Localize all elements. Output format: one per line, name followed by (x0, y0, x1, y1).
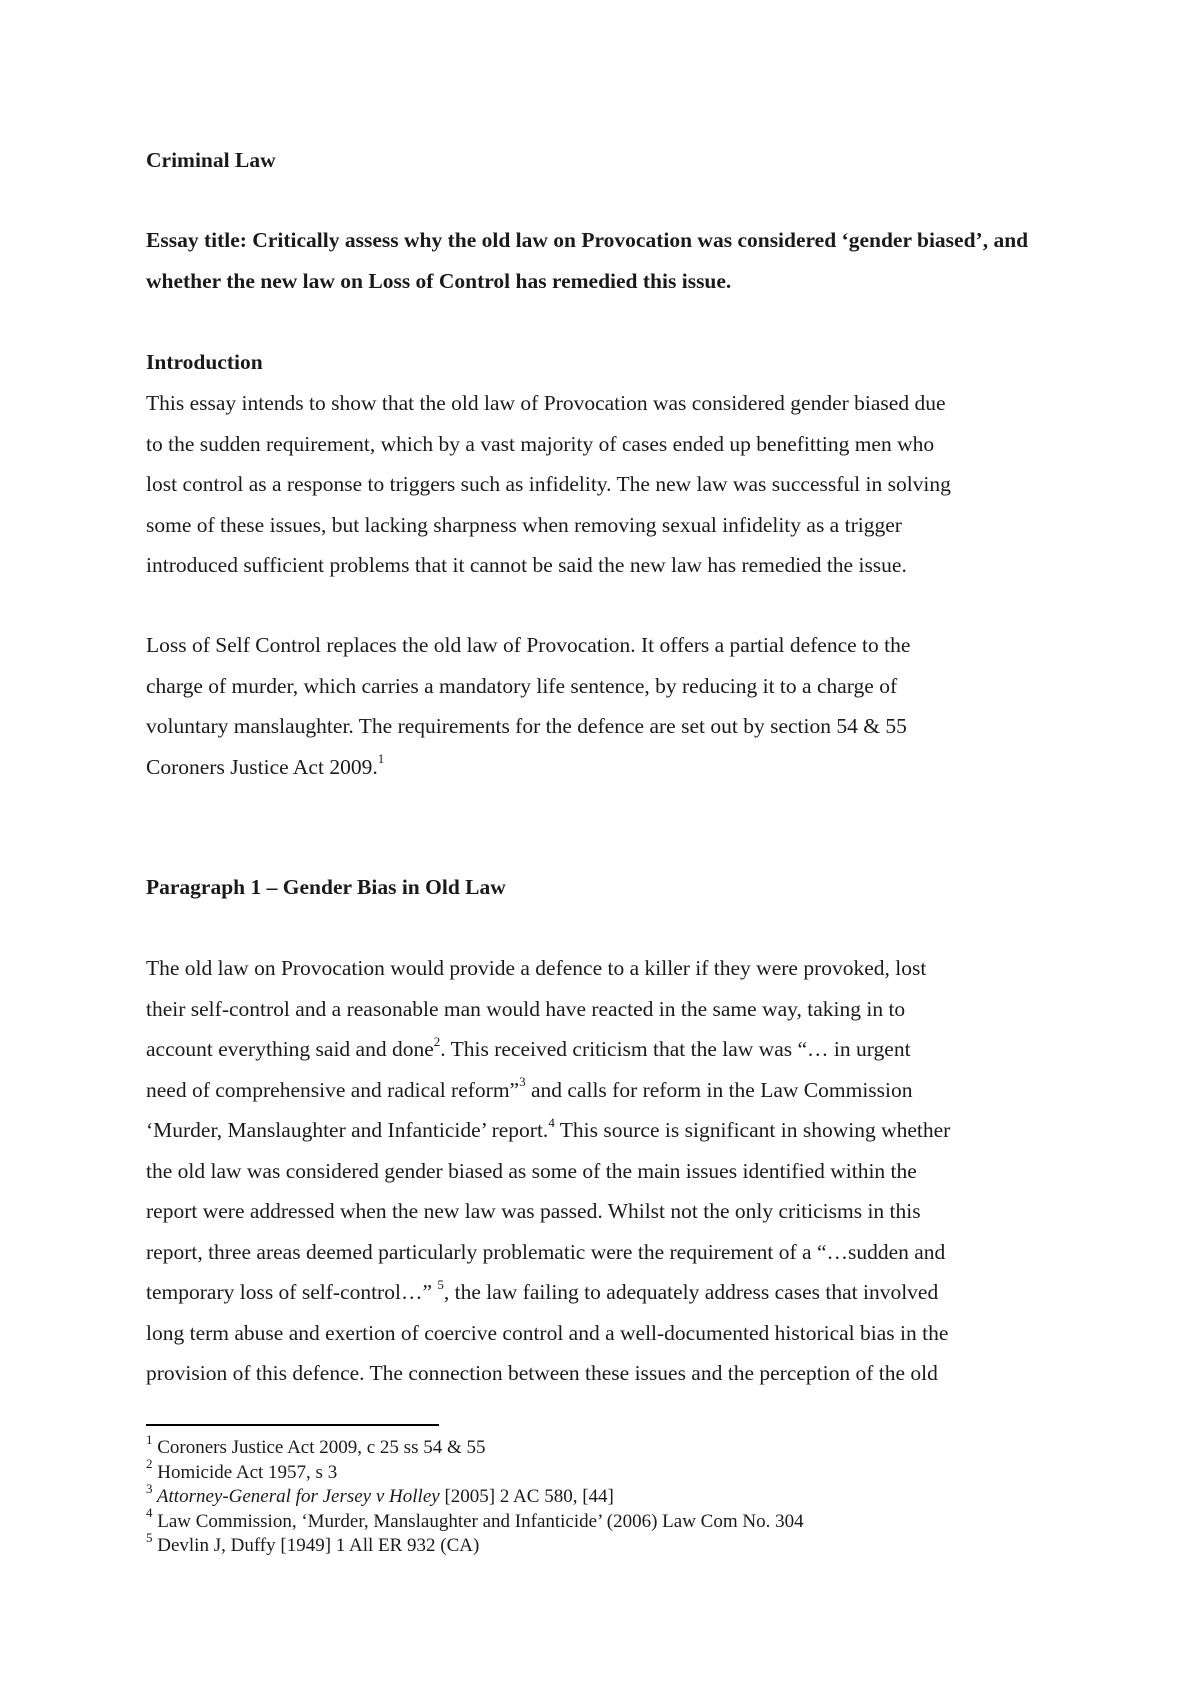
text-line: report, three areas deemed particularly problematic were the requirement of a “…sudden and (146, 1239, 946, 1264)
text-line (146, 1110, 1066, 1151)
footnote-ref[interactable]: 2 (433, 1033, 441, 1049)
text-line: Loss of Self Control replaces the old law of Provocation. It offers a partial defence to the (146, 633, 911, 657)
text-line: provision of this defence. The connection between these issues and the perception of the old (146, 1361, 938, 1385)
text-line: long term abuse and exertion of coercive control and a well-documented historical bias in the (146, 1320, 949, 1345)
footnote-text: Coroners Justice Act 2009, c 25 ss 54 & 55 (152, 1437, 486, 1458)
text-line: report were addressed when the new law was passed. Whilst not the only criticisms in this (146, 1199, 921, 1223)
text-line: lost control as a response to triggers such as infidelity. The new law was successful in solving (146, 472, 951, 496)
text-line: their self-control and a reasonable man would have reacted in the same way, taking in to (146, 996, 906, 1021)
footnote-text: Homicide Act 1957, s 3 (152, 1461, 338, 1483)
text-line: The old law on Provocation would provide a defence to a killer if they were provoked, lost (146, 956, 927, 980)
text-line (146, 1070, 1066, 1111)
footnote-ref[interactable]: 5 (437, 1276, 444, 1292)
footnote-4 (146, 1505, 1066, 1535)
text-line: the old law was considered gender biased as some of the main issues identified within the (146, 1158, 917, 1183)
footnote-number: 4 (146, 1505, 153, 1521)
text-span: . This received criticism that the law was “… in urgent (440, 1037, 911, 1061)
footnote-ref[interactable]: 3 (519, 1074, 526, 1090)
document-title: Criminal Law (146, 148, 276, 172)
text-span: This source is significant in showing whether (554, 1118, 951, 1142)
text-span: , the law failing to adequately address cases that involved (443, 1280, 939, 1304)
footnote-number: 2 (146, 1456, 153, 1472)
text-span: and calls for reform in the Law Commission (525, 1077, 913, 1102)
footnote-ref[interactable]: 1 (377, 751, 385, 767)
footnote-text: Law Commission, ‘Murder, Manslaughter and Infanticide’ (2006) Law Com No. 304 (152, 1510, 804, 1532)
text-line (146, 1272, 1066, 1313)
footnote-3 (146, 1480, 1066, 1510)
footnote-ref[interactable]: 4 (548, 1114, 555, 1130)
text-line: some of these issues, but lacking sharpness when removing sexual infidelity as a trigger (146, 512, 902, 537)
footnote-number: 3 (146, 1480, 153, 1496)
footnote-5 (146, 1529, 1066, 1559)
footnote-number: 1 (146, 1431, 153, 1447)
footnote-text: [2005] 2 AC 580, [44] (439, 1486, 614, 1507)
text-line: voluntary manslaughter. The requirements for the defence are set out by section 54 & 55 (146, 714, 907, 738)
text-line: charge of murder, which carries a mandatory life sentence, by reducing it to a charge of (146, 673, 898, 698)
loss-of-control-paragraph (146, 625, 1066, 787)
case-name: Attorney-General for Jersey v Holley (152, 1486, 440, 1507)
footnote-separator (146, 1424, 439, 1426)
footnote-2 (146, 1456, 1066, 1486)
text-line (146, 747, 1066, 788)
paragraph-1-heading: Paragraph 1 – Gender Bias in Old Law (146, 875, 506, 899)
footnote-number: 5 (146, 1529, 153, 1545)
text-span: account everything said and done (146, 1037, 434, 1061)
introduction-paragraph (146, 383, 1066, 586)
footnotes (146, 1431, 1066, 1559)
footnote-text: Devlin J, Duffy [1949] 1 All ER 932 (CA) (152, 1535, 480, 1556)
essay-title: Essay title: Critically assess why the old law on Provocation was considered ‘gender biased’, and whether the new law on Loss of Control has remedied this issue. (146, 228, 1029, 293)
text-span: need of comprehensive and radical reform” (146, 1077, 520, 1102)
text-line: introduced sufficient problems that it cannot be said the new law has remedied the issue. (146, 553, 907, 577)
text-span: ‘Murder, Manslaughter and Infanticide’ report. (146, 1118, 549, 1142)
text-span: temporary loss of self-control…” (146, 1280, 438, 1304)
introduction-heading: Introduction (146, 350, 263, 374)
text-line: This essay intends to show that the old law of Provocation was considered gender biased due (146, 391, 946, 415)
footnote-1 (146, 1431, 1066, 1461)
text-line (146, 1029, 1066, 1070)
text-line: to the sudden requirement, which by a vast majority of cases ended up benefitting men who (146, 431, 935, 456)
paragraph-1-body (146, 948, 1066, 1394)
text-span: Coroners Justice Act 2009. (146, 754, 378, 779)
